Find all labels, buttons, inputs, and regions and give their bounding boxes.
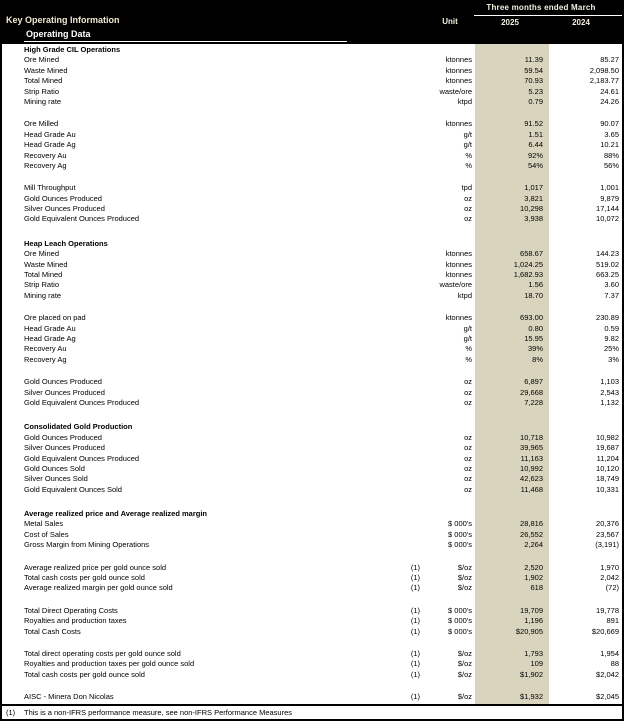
table-row (2, 194, 622, 204)
row-label: Recovery Au (24, 150, 67, 160)
row-label: Total cash costs per gold ounce sold (24, 573, 145, 583)
section-header-row (2, 422, 622, 432)
row-spacer (2, 680, 622, 692)
table-row (2, 313, 622, 323)
table-row (2, 388, 622, 398)
row-unit: % (465, 344, 472, 354)
row-note: (1) (410, 616, 420, 626)
row-label: AISC - Minera Don Nicolas (24, 692, 114, 702)
row-unit: oz (464, 474, 472, 484)
row-value-2025: 54% (527, 160, 543, 170)
row-spacer (2, 637, 622, 649)
row-unit: oz (464, 204, 472, 214)
row-unit: oz (464, 484, 472, 494)
row-value-2024: 85.27 (600, 55, 619, 65)
row-value-2025: 28,816 (520, 519, 543, 529)
row-unit: $/oz (457, 583, 472, 593)
data-rows (2, 44, 622, 703)
row-label: Waste Mined (24, 65, 68, 75)
table-row (2, 573, 622, 583)
row-unit: oz (464, 463, 472, 473)
row-value-2024: $2,042 (596, 669, 619, 679)
table-row (2, 280, 622, 290)
section-header-row (2, 45, 622, 55)
row-value-2024: $20,669 (591, 626, 619, 636)
row-value-2024: (3,191) (595, 540, 619, 550)
row-label: Royalties and production taxes per gold ounce sold (24, 659, 195, 669)
row-value-2025: 6.44 (528, 140, 543, 150)
row-value-2025: 658.67 (520, 249, 543, 259)
table-row (2, 214, 622, 224)
row-unit: ktonnes (445, 55, 472, 65)
row-label: Total Mined (24, 270, 63, 280)
table-row (2, 377, 622, 387)
row-value-2025: 1,682.93 (513, 270, 543, 280)
row-spacer (2, 594, 622, 606)
table-row (2, 485, 622, 495)
row-label: Head Grade Au (24, 323, 76, 333)
row-value-2025: 3,821 (524, 193, 543, 203)
row-label: Gold Ounces Produced (24, 432, 102, 442)
row-unit: ktonnes (445, 270, 472, 280)
row-unit: oz (464, 193, 472, 203)
row-label: Ore placed on pad (24, 313, 86, 323)
row-unit: oz (464, 387, 472, 397)
row-label: Silver Ounces Sold (24, 474, 88, 484)
row-unit: $ 000's (448, 605, 472, 615)
row-label: Heap Leach Operations (24, 238, 108, 248)
row-value-2025: 2,520 (524, 562, 543, 572)
table-row (2, 606, 622, 616)
row-note: (1) (410, 659, 420, 669)
row-unit: ktonnes (445, 76, 472, 86)
row-label: Gross Margin from Mining Operations (24, 540, 150, 550)
row-value-2024: 7.37 (604, 290, 619, 300)
row-value-2025: 5.23 (528, 86, 543, 96)
row-unit: $/oz (457, 692, 472, 702)
row-unit: $ 000's (448, 519, 472, 529)
row-unit: oz (464, 377, 472, 387)
row-label: Total Cash Costs (24, 626, 81, 636)
row-value-2025: 2,264 (524, 540, 543, 550)
row-unit: $/oz (457, 659, 472, 669)
row-label: Gold Equivalent Ounces Sold (24, 484, 122, 494)
row-value-2024: 19,687 (596, 443, 619, 453)
footnote-marker: (1) (6, 708, 16, 717)
row-label: Strip Ratio (24, 280, 60, 290)
row-label: Strip Ratio (24, 86, 60, 96)
row-label: Total cash costs per gold ounce sold (24, 669, 145, 679)
column-header-2025: 2025 (501, 18, 519, 27)
table-row (2, 270, 622, 280)
row-unit: oz (464, 453, 472, 463)
table-row (2, 291, 622, 301)
row-value-2024: 2,098.50 (589, 65, 619, 75)
row-value-2025: 10,718 (520, 432, 543, 442)
row-unit: waste/ore (439, 86, 472, 96)
row-value-2024: 20,376 (596, 519, 619, 529)
row-value-2024: 3% (608, 354, 619, 364)
table-row (2, 563, 622, 573)
table-row (2, 324, 622, 334)
column-header-2024: 2024 (572, 18, 590, 27)
row-value-2025: 92% (527, 150, 543, 160)
table-row (2, 530, 622, 540)
row-value-2024: 3.65 (604, 129, 619, 139)
row-label: Total Direct Operating Costs (24, 605, 118, 615)
table-row (2, 119, 622, 129)
row-unit: ktonnes (445, 313, 472, 323)
row-note: (1) (410, 583, 420, 593)
row-value-2024: 23,567 (596, 529, 619, 539)
table-row (2, 670, 622, 680)
section-header-row (2, 509, 622, 519)
table-row (2, 140, 622, 150)
table-row (2, 692, 622, 702)
row-unit: g/t (463, 129, 472, 139)
row-spacer (2, 171, 622, 183)
row-unit: $ 000's (448, 529, 472, 539)
table-row (2, 97, 622, 107)
row-value-2024: 24.26 (600, 96, 619, 106)
row-label: Recovery Ag (24, 160, 67, 170)
row-value-2024: 9.82 (604, 333, 619, 343)
row-value-2024: 9,879 (600, 193, 619, 203)
row-note: (1) (410, 573, 420, 583)
table-row (2, 183, 622, 193)
row-value-2025: 1,196 (524, 616, 543, 626)
row-value-2024: 11,204 (596, 453, 619, 463)
row-note: (1) (410, 562, 420, 572)
row-value-2025: 693.00 (520, 313, 543, 323)
row-label: Gold Equivalent Ounces Produced (24, 453, 140, 463)
row-unit: $/oz (457, 562, 472, 572)
row-value-2024: 25% (603, 344, 619, 354)
row-value-2025: 42,623 (520, 474, 543, 484)
row-note: (1) (410, 605, 420, 615)
row-label: Royalties and production taxes (24, 616, 127, 626)
row-value-2024: 0.59 (604, 323, 619, 333)
row-note: (1) (410, 648, 420, 658)
row-unit: ktonnes (445, 259, 472, 269)
row-label: Head Grade Au (24, 129, 76, 139)
row-label: Head Grade Ag (24, 333, 76, 343)
row-value-2025: $1,932 (520, 692, 543, 702)
row-label: Mining rate (24, 96, 62, 106)
row-unit: oz (464, 397, 472, 407)
row-unit: $ 000's (448, 540, 472, 550)
row-unit: $ 000's (448, 616, 472, 626)
table-row (2, 519, 622, 529)
row-spacer (2, 301, 622, 313)
table-row (2, 474, 622, 484)
row-value-2024: 3.60 (604, 280, 619, 290)
row-label: Silver Ounces Produced (24, 204, 105, 214)
table-row (2, 151, 622, 161)
row-value-2025: 1,902 (524, 573, 543, 583)
row-value-2024: 17,144 (596, 204, 619, 214)
row-unit: g/t (463, 323, 472, 333)
row-value-2024: 24.61 (600, 86, 619, 96)
unit-column-header: Unit (442, 17, 458, 26)
table-row (2, 204, 622, 214)
row-unit: % (465, 150, 472, 160)
row-value-2024: 56% (603, 160, 619, 170)
row-unit: oz (464, 443, 472, 453)
row-label: Mining rate (24, 290, 62, 300)
row-value-2025: 6,897 (524, 377, 543, 387)
row-value-2025: 11,163 (520, 453, 543, 463)
section-header-row (2, 239, 622, 249)
row-value-2025: 1.51 (528, 129, 543, 139)
row-value-2025: 618 (530, 583, 543, 593)
row-value-2025: 0.80 (528, 323, 543, 333)
row-label: Gold Equivalent Ounces Produced (24, 397, 140, 407)
row-value-2025: 1,024.25 (513, 259, 543, 269)
row-spacer (2, 107, 622, 119)
row-value-2024: 230.89 (596, 313, 619, 323)
row-label: Gold Ounces Produced (24, 377, 102, 387)
row-value-2024: 10,120 (596, 463, 619, 473)
table-header (2, 0, 622, 44)
table-row (2, 454, 622, 464)
row-label: Silver Ounces Produced (24, 443, 105, 453)
row-label: Average realized margin per gold ounce sold (24, 583, 173, 593)
table-row (2, 659, 622, 669)
row-value-2025: 39% (527, 344, 543, 354)
row-value-2024: 1,001 (600, 183, 619, 193)
row-value-2025: 1,793 (524, 648, 543, 658)
row-label: Average realized price and Average realized margin (24, 509, 207, 519)
row-value-2025: 26,552 (520, 529, 543, 539)
row-label: Head Grade Ag (24, 140, 76, 150)
row-label: Ore Milled (24, 119, 59, 129)
footnote-text: This is a non-IFRS performance measure, see non-IFRS Performance Measures (24, 708, 293, 717)
table-row (2, 540, 622, 550)
row-spacer (2, 408, 622, 422)
row-label: Metal Sales (24, 519, 64, 529)
row-value-2025: 3,938 (524, 214, 543, 224)
row-value-2024: 10.21 (600, 140, 619, 150)
row-unit: oz (464, 214, 472, 224)
row-note: (1) (410, 692, 420, 702)
row-value-2024: (72) (605, 583, 619, 593)
row-spacer (2, 365, 622, 377)
row-unit: ktpd (457, 290, 472, 300)
row-unit: % (465, 160, 472, 170)
row-value-2025: $20,905 (515, 626, 543, 636)
row-unit: ktpd (457, 96, 472, 106)
table-row (2, 443, 622, 453)
table-row (2, 464, 622, 474)
footnote (2, 706, 622, 721)
row-value-2024: 19,778 (596, 605, 619, 615)
row-label: Average realized price per gold ounce sold (24, 562, 167, 572)
table-row (2, 649, 622, 659)
row-note: (1) (410, 626, 420, 636)
row-value-2024: 1,132 (600, 397, 619, 407)
row-note: (1) (410, 669, 420, 679)
table-row (2, 583, 622, 593)
row-unit: oz (464, 432, 472, 442)
row-unit: tpd (461, 183, 472, 193)
page-title: Key Operating Information (6, 15, 120, 25)
row-value-2025: 11,468 (520, 484, 543, 494)
table-row (2, 398, 622, 408)
row-label: Gold Ounces Produced (24, 193, 102, 203)
table-row (2, 66, 622, 76)
row-label: Cost of Sales (24, 529, 69, 539)
row-value-2024: 2,042 (600, 573, 619, 583)
table-row (2, 433, 622, 443)
row-value-2024: 663.25 (596, 270, 619, 280)
row-spacer (2, 225, 622, 239)
table-row (2, 130, 622, 140)
row-value-2024: 891 (606, 616, 619, 626)
row-unit: waste/ore (439, 280, 472, 290)
table-row (2, 627, 622, 637)
row-unit: $/oz (457, 573, 472, 583)
row-value-2024: 1,103 (600, 377, 619, 387)
row-spacer (2, 551, 622, 563)
row-label: Gold Equivalent Ounces Produced (24, 214, 140, 224)
table-row (2, 87, 622, 97)
row-unit: $/oz (457, 669, 472, 679)
period-label: Three months ended March (486, 3, 596, 12)
row-unit: ktonnes (445, 65, 472, 75)
row-label: Waste Mined (24, 259, 68, 269)
row-unit: g/t (463, 140, 472, 150)
row-value-2025: 7,228 (524, 397, 543, 407)
row-value-2024: 1,954 (600, 648, 619, 658)
row-unit: ktonnes (445, 249, 472, 259)
row-label: Consolidated Gold Production (24, 422, 133, 432)
row-value-2025: $1,902 (520, 669, 543, 679)
row-label: Recovery Ag (24, 354, 67, 364)
row-value-2025: 15.95 (524, 333, 543, 343)
row-label: Total direct operating costs per gold ounce sold (24, 648, 181, 658)
row-unit: % (465, 354, 472, 364)
row-value-2024: 88 (610, 659, 619, 669)
row-label: Ore Mined (24, 55, 60, 65)
table-row (2, 344, 622, 354)
row-label: Total Mined (24, 76, 63, 86)
row-label: Ore Mined (24, 249, 60, 259)
row-unit: ktonnes (445, 119, 472, 129)
row-value-2024: 18,749 (596, 474, 619, 484)
row-label: Mill Throughput (24, 183, 76, 193)
row-unit: $/oz (457, 648, 472, 658)
table-row (2, 55, 622, 65)
row-label: Recovery Au (24, 344, 67, 354)
row-label: Gold Ounces Sold (24, 463, 85, 473)
row-value-2025: 0.79 (528, 96, 543, 106)
row-value-2025: 1.56 (528, 280, 543, 290)
period-underline (474, 15, 622, 16)
row-value-2024: 10,072 (596, 214, 619, 224)
table-row (2, 249, 622, 259)
table-row (2, 76, 622, 86)
table-row (2, 616, 622, 626)
row-value-2024: 2,543 (600, 387, 619, 397)
row-value-2024: 519.02 (596, 259, 619, 269)
row-value-2025: 91.52 (524, 119, 543, 129)
table-body (2, 44, 622, 704)
row-value-2025: 18.70 (524, 290, 543, 300)
table-row (2, 355, 622, 365)
row-value-2024: 88% (603, 150, 619, 160)
row-value-2025: 1,017 (524, 183, 543, 193)
row-value-2025: 70.93 (524, 76, 543, 86)
row-value-2024: 10,331 (596, 484, 619, 494)
row-value-2025: 8% (532, 354, 543, 364)
row-value-2024: 10,982 (596, 432, 619, 442)
row-value-2024: $2,045 (596, 692, 619, 702)
subtitle-operating-data: Operating Data (26, 29, 91, 39)
row-value-2025: 11.39 (524, 55, 543, 65)
row-value-2025: 19,709 (520, 605, 543, 615)
row-value-2024: 144.23 (596, 249, 619, 259)
subtitle-underline (24, 41, 347, 42)
row-value-2025: 59.54 (524, 65, 543, 75)
row-value-2025: 39,965 (520, 443, 543, 453)
row-value-2024: 1,970 (600, 562, 619, 572)
row-value-2025: 29,668 (520, 387, 543, 397)
table-row (2, 161, 622, 171)
row-label: High Grade CIL Operations (24, 45, 121, 54)
row-spacer (2, 495, 622, 509)
row-label: Silver Ounces Produced (24, 387, 105, 397)
row-value-2025: 10,992 (520, 463, 543, 473)
row-unit: g/t (463, 333, 472, 343)
row-value-2025: 10,298 (520, 204, 543, 214)
row-unit: $ 000's (448, 626, 472, 636)
row-value-2025: 109 (530, 659, 543, 669)
table-row (2, 334, 622, 344)
row-value-2024: 90.07 (600, 119, 619, 129)
table-row (2, 260, 622, 270)
row-value-2024: 2,183.77 (589, 76, 619, 86)
